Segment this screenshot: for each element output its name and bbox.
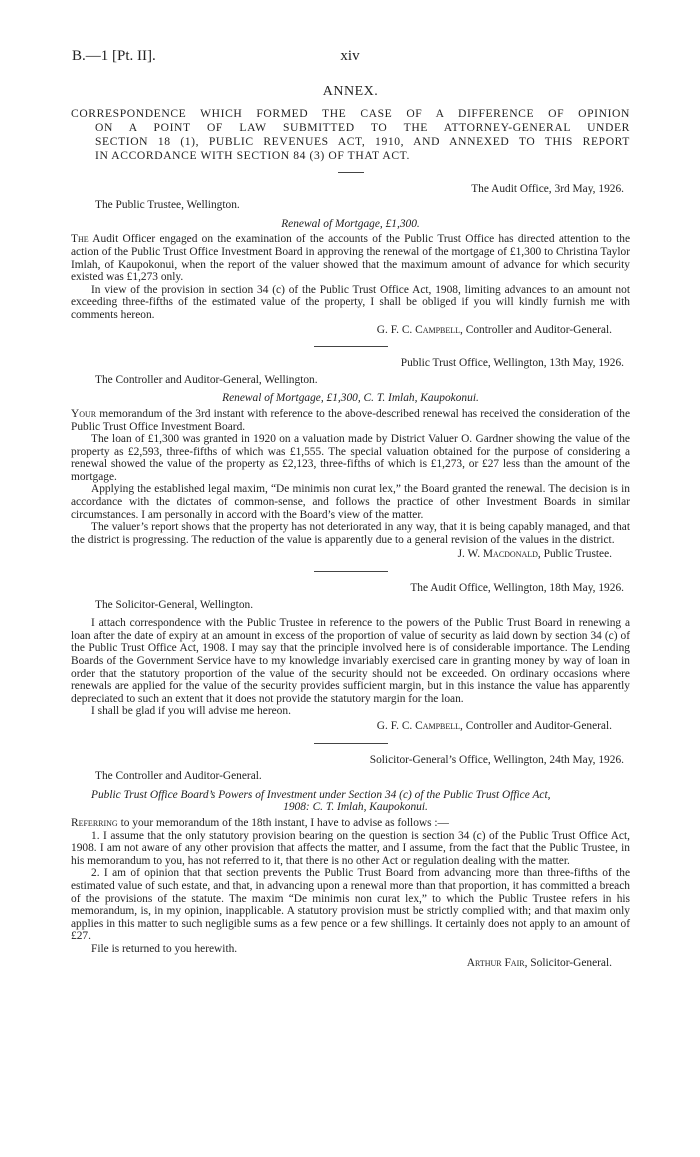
heading-line: SECTION 18 (1), PUBLIC REVENUES ACT, 1910, AND ANNEXED TO THIS REPORT — [95, 134, 630, 148]
paragraph-text: Audit Officer engaged on the examination of the accounts of the Public Trust Office has directed attention to the action of the Public Trust Office Investment Board in approving the renewal of the mortgage of £1,300 to Christina Taylor Imlah, of Kaupokonui, when the report of the valuer showed that the maximum amount of advance for which security existed was £1,273 only. — [71, 233, 631, 284]
heading-line: IN ACCORDANCE WITH SECTION 84 (3) OF THAT ACT. — [95, 148, 410, 162]
letter-paragraph: File is returned to you herewith. — [91, 942, 238, 955]
letter-divider — [314, 346, 388, 347]
letter-paragraph: The valuer’s report shows that the property has not deteriorated in any way, that it is being capably managed, and that the district is progressing. The reduction of the value is apparently due to a general revision of the values in the district. — [71, 521, 630, 546]
letter-paragraph: 2. I am of opinion that that section prevents the Public Trust Board from advancing more than three-fifths of the estimated value of such estate, and that, in advancing upon a renewal more than that proportion, it has committed a breach of the provisions of the statute. The maxim “De minimis non curat lex,” to which the Public Trustee refers in his memorandum, is, in my opinion, inapplicable. A statutory provision must be strictly complied with; and that maxim only applies in this matter to such negligible sums as a few pence or a few shillings. It certainly does not apply to an amount of £27. — [71, 867, 630, 943]
letter-dateline: The Audit Office, 3rd May, 1926. — [471, 182, 624, 195]
signatory-name: J. W. Macdonald, — [457, 548, 541, 561]
signatory-name: Arthur Fair, — [466, 957, 528, 970]
paragraph-lead: The — [71, 233, 89, 246]
letter-paragraph: I shall be glad if you will advise me hereon. — [91, 705, 291, 718]
page-number: xiv — [340, 48, 360, 64]
letter-divider — [314, 743, 388, 744]
signatory-name: G. F. C. Campbell, — [376, 323, 463, 336]
section-divider — [338, 172, 364, 173]
letter-divider — [314, 571, 388, 572]
letter-paragraph — [71, 233, 630, 283]
signatory-title: Public Trustee. — [543, 548, 612, 561]
letter-paragraph: The loan of £1,300 was granted in 1920 on a valuation made by District Valuer O. Gardner showing the value of the property as £2,593, three-fifths of which was £1,555. The special valuation obtained for the purpose of considering a renewal showed the value of the property as £2,123, three-fifths of which is £1,273, or £27 less than the amount of the mortgage. — [71, 433, 630, 483]
paragraph-lead: Referring — [71, 816, 118, 829]
subject-line: 1908: C. T. Imlah, Kaupokonui. — [283, 801, 428, 814]
annex-heading — [71, 107, 630, 163]
paragraph-text: memorandum of the 3rd instant with reference to the above-described renewal has received the consideration of the Public Trust Office Investment Board. — [71, 407, 630, 433]
signatory-title: Controller and Auditor-General. — [465, 719, 612, 732]
annex-title: ANNEX. — [322, 84, 379, 99]
letter-paragraph: In view of the provision in section 34 (c) of the Public Trust Office Act, 1908, limiting advances to an amount not exceeding three-fifths of the estimated value of the property, I shall be obliged if you will kindly furnish me with comments hereon. — [71, 283, 630, 321]
letter-addressee: The Controller and Auditor-General. — [95, 770, 262, 783]
page-header — [72, 48, 628, 68]
signatory-title: Solicitor-General. — [530, 957, 612, 970]
letter-dateline: Solicitor-General’s Office, Wellington, 24th May, 1926. — [369, 753, 624, 766]
heading-line: ON A POINT OF LAW SUBMITTED TO THE ATTORNEY-GENERAL UNDER — [95, 120, 630, 134]
letter-signature — [71, 720, 630, 733]
letter-subject: Renewal of Mortgage, £1,300. — [281, 217, 420, 230]
letter-public-trust-13th-may — [71, 357, 630, 561]
report-reference: B.—1 [Pt. II]. — [72, 48, 156, 64]
letter-paragraph: Applying the established legal maxim, “De minimis non curat lex,” the Board granted the renewal. The decision is in accordance with the dictates of common-sense, and follows the practice of other Investment Boards in similar circumstances. I am personally in accord with the Board’s view of the matter. — [71, 483, 630, 521]
letter-audit-office-3rd-may — [71, 183, 630, 337]
paragraph-text: to your memorandum of the 18th instant, I have to advise as follows :— — [120, 816, 449, 829]
heading-line: CORRESPONDENCE WHICH FORMED THE CASE OF A DIFFERENCE OF OPINION — [71, 106, 630, 120]
letter-addressee: The Public Trustee, Wellington. — [95, 199, 240, 212]
subject-line: Public Trust Office Board’s Powers of Investment under Section 34 (c) of the Public Trust Office Act, — [91, 788, 551, 801]
signatory-title: Controller and Auditor-General. — [465, 323, 612, 336]
signatory-name: G. F. C. Campbell, — [376, 719, 463, 732]
letter-signature — [71, 324, 630, 337]
letter-solicitor-general-24th-may — [71, 754, 630, 971]
letter-paragraph: 1. I assume that the only statutory provision bearing on the question is section 34 (c) of the Public Trust Office Act, 1908. I am not aware of any other provision that affects the matter, and I assume, from the fact that the Public Trustee, in his memorandum to you, has not referred to it, that there is no other Act or regulation dealing with the matter. — [71, 829, 630, 867]
letter-paragraph — [71, 817, 630, 830]
letter-subject: Renewal of Mortgage, £1,300, C. T. Imlah, Kaupokonui. — [222, 392, 479, 405]
letter-signature — [71, 957, 630, 970]
letter-subject — [71, 789, 630, 814]
letter-paragraph — [71, 408, 630, 433]
letter-signature — [71, 548, 630, 561]
letter-dateline: The Audit Office, Wellington, 18th May, 1926. — [410, 582, 624, 595]
document-body — [71, 86, 630, 970]
letter-addressee: The Solicitor-General, Wellington. — [95, 598, 254, 611]
letter-audit-office-18th-may — [71, 582, 630, 733]
paragraph-lead: Your — [71, 407, 97, 420]
letter-paragraph: I attach correspondence with the Public Trustee in reference to the powers of the Public Trust Board in renewing a loan after the date of expiry at an amount in excess of the proportion of value of security as laid down by section 34 (c) of the Public Trust Office Act, 1908. I may say that the principle involved here is of considerable importance. The Lending Boards of the Government Service have to my knowledge invariably exercised care in granting money by way of loan in order that the statutory proportion of the value of the security should not be exceeded. On ordinary occasions where renewals are applied for the value of the security provides sufficient margin, but in this instance the value has apparently depreciated to such an extent that it does not provide the statutory margin for the loan. — [71, 617, 630, 705]
letter-addressee: The Controller and Auditor-General, Wellington. — [95, 373, 318, 386]
letter-dateline: Public Trust Office, Wellington, 13th May, 1926. — [400, 357, 624, 370]
